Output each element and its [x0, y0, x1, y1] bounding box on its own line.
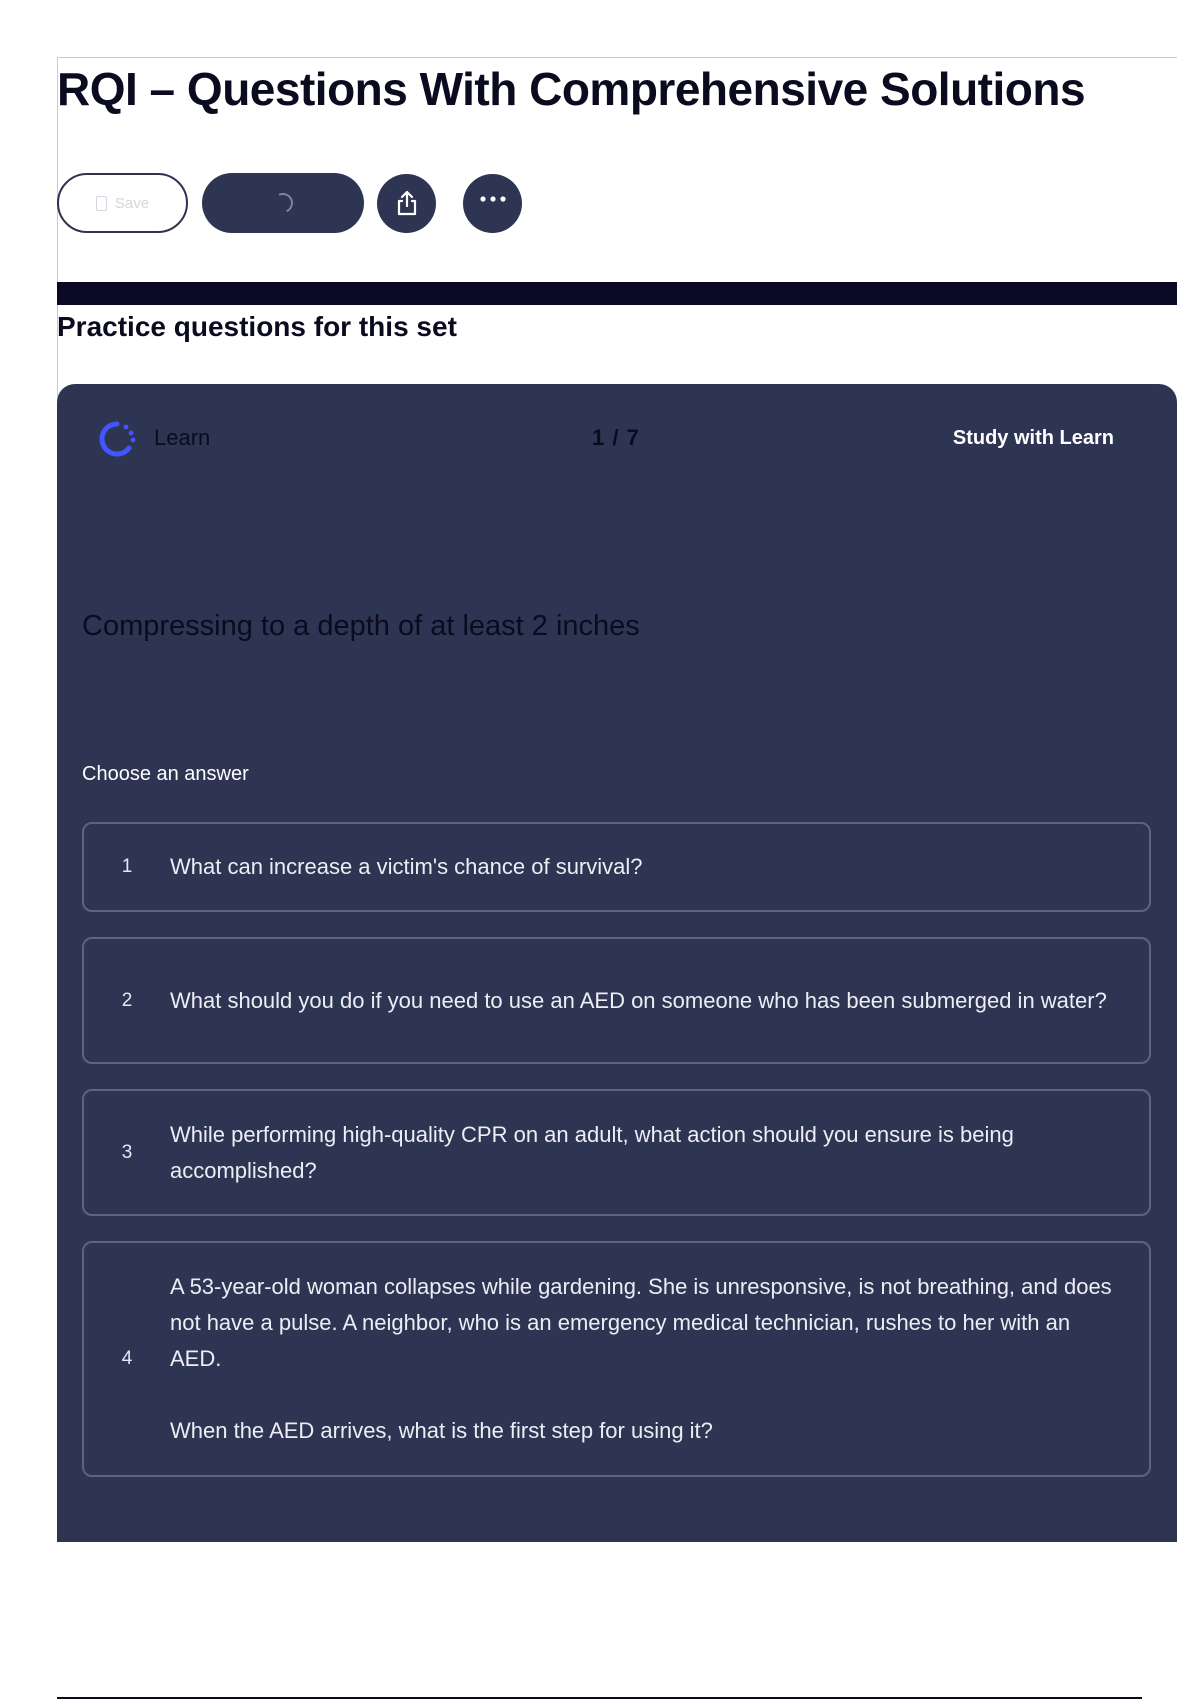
- share-icon: [394, 189, 420, 217]
- study-with-learn-link[interactable]: Study with Learn: [952, 427, 1114, 449]
- save-button[interactable]: [57, 173, 188, 233]
- learn-card: [57, 384, 1177, 1542]
- option-text: [170, 849, 667, 885]
- more-button[interactable]: [463, 174, 522, 233]
- option-text-line: While performing high-quality CPR on an adult, what action should you ensure is being accomplished?: [170, 1121, 1014, 1183]
- option-text-line: What can increase a victim's chance of survival?: [170, 854, 643, 879]
- top-divider: [57, 57, 1177, 58]
- question-prompt: Compressing to a depth of at least 2 inches: [82, 610, 640, 642]
- page-title: RQI – Questions With Comprehensive Solutions: [57, 63, 1086, 115]
- action-bar: [57, 172, 522, 234]
- progress-counter: 1 / 7: [592, 425, 640, 450]
- learn-mode-label: Learn: [154, 425, 211, 450]
- choose-answer-label: Choose an answer: [82, 763, 249, 785]
- answer-options: [82, 822, 1151, 1502]
- option-text-line: What should you do if you need to use an AED on someone who has been submerged in water?: [170, 987, 1107, 1013]
- answer-option-3[interactable]: [82, 1089, 1151, 1216]
- save-button-label: Save: [114, 194, 150, 212]
- option-text: [170, 1269, 1149, 1449]
- option-number: 4: [121, 1348, 133, 1369]
- option-number: 1: [121, 856, 133, 877]
- option-text-line-2: When the AED arrives, what is the first step for using it?: [170, 1418, 713, 1443]
- bookmark-icon: [96, 196, 107, 211]
- option-text-line: A 53-year-old woman collapses while gardening. She is unresponsive, is not breathing, and does not have a pulse. A neighbor, who is an emergency medical technician, rushes to her with an AED.: [170, 1274, 1112, 1371]
- section-title: Practice questions for this set: [57, 311, 457, 342]
- share-button[interactable]: [377, 174, 436, 233]
- answer-option-1[interactable]: [82, 822, 1151, 912]
- more-icon: [479, 195, 507, 203]
- option-number: 2: [121, 989, 133, 1011]
- loading-button[interactable]: [202, 173, 364, 233]
- option-text: [170, 1117, 1149, 1189]
- answer-option-4[interactable]: [82, 1241, 1151, 1477]
- spinner-icon: [270, 190, 296, 216]
- bottom-divider: [57, 1697, 1142, 1699]
- answer-option-2[interactable]: [82, 937, 1151, 1064]
- option-text: [170, 983, 1131, 1019]
- option-number: 3: [121, 1141, 133, 1163]
- learn-icon: [97, 419, 137, 459]
- card-header: [57, 384, 1177, 496]
- header-bar: [57, 282, 1177, 305]
